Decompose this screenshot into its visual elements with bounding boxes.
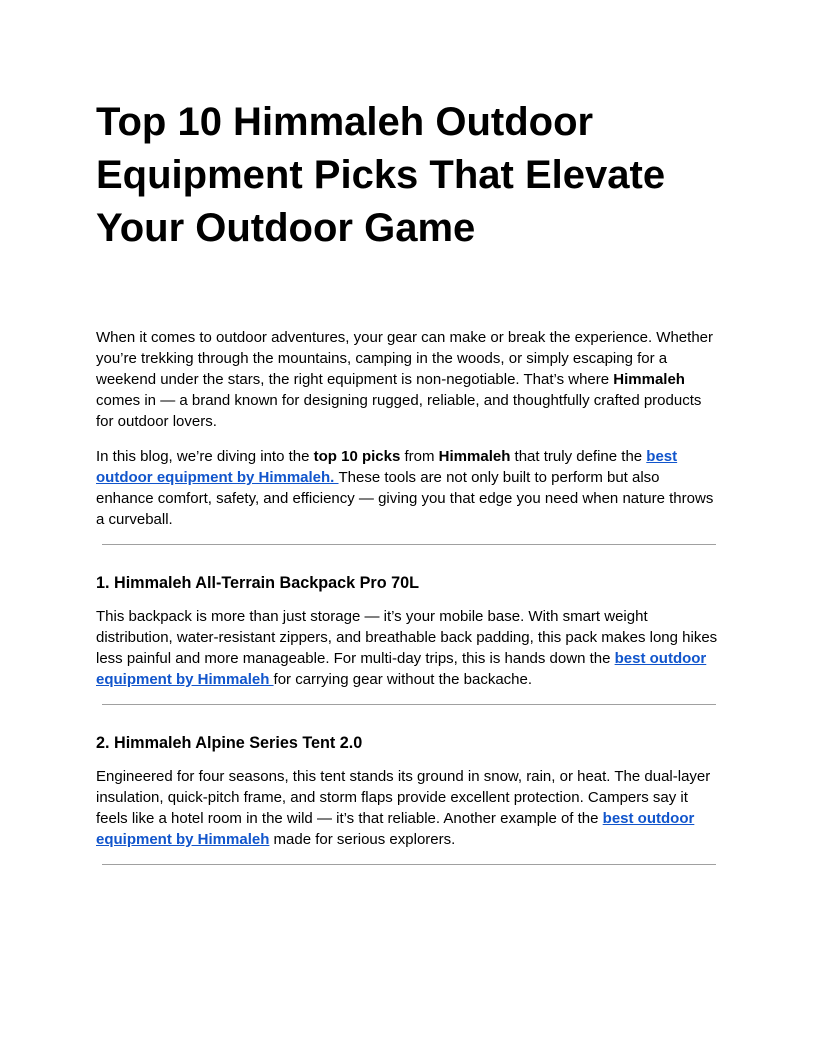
intro-p2-bold-picks: top 10 picks	[313, 448, 401, 465]
section-text-before: This backpack is more than just storage — it’s your mobile base. With smart weight distribution, water-resistant zippers, and breathable back padding, this pack makes long hikes less painful and more manageable. For multi-day trips, this is hands down the	[96, 608, 718, 667]
section-body	[96, 766, 720, 850]
intro-best-equipment-link[interactable]: best outdoor equipment by Himmaleh.	[96, 448, 678, 486]
section-text-after: made for serious explorers.	[269, 831, 456, 848]
section-tent	[96, 733, 720, 850]
intro-p2-text-after: These tools are not only built to perform but also enhance comfort, safety, and efficiency — giving you that edge you need when nature throws a curveball.	[96, 469, 714, 528]
page-title: Top 10 Himmaleh Outdoor Equipment Picks That Elevate Your Outdoor Game	[96, 100, 666, 250]
section-divider	[102, 864, 716, 865]
section-heading: 2. Himmaleh Alpine Series Tent 2.0	[96, 734, 363, 752]
best-equipment-link[interactable]: best outdoor equipment by Himmaleh	[96, 810, 695, 848]
intro-p2-text-mid2: that truly define the	[510, 448, 647, 465]
intro-p1-text-after: comes in — a brand known for designing rugged, reliable, and thoughtfully crafted products for outdoor lovers.	[96, 392, 702, 430]
section-heading: 1. Himmaleh All-Terrain Backpack Pro 70L	[96, 574, 419, 592]
intro-section	[96, 327, 720, 530]
intro-paragraph-2	[96, 446, 720, 530]
section-body	[96, 606, 720, 690]
intro-p2-text-mid: from	[400, 448, 439, 465]
intro-p2-text-before: In this blog, we’re diving into the	[96, 448, 314, 465]
best-equipment-link[interactable]: best outdoor equipment by Himmaleh	[96, 650, 707, 688]
section-text-after: for carrying gear without the backache.	[273, 671, 533, 688]
intro-p1-brand: Himmaleh	[613, 371, 685, 388]
section-backpack	[96, 573, 720, 690]
section-text-before: Engineered for four seasons, this tent stands its ground in snow, rain, or heat. The dual-layer insulation, quick-pitch frame, and storm flaps provide excellent protection. Campers say it feels like a hotel room in the wild — it’s that reliable. Another example of the	[96, 768, 711, 827]
section-divider	[102, 704, 716, 705]
intro-paragraph-1	[96, 327, 720, 432]
intro-p1-text-before: When it comes to outdoor adventures, your gear can make or break the experience. Whether you’re trekking through the mountains, camping in the woods, or simply escaping for a weekend under the stars, the right equipment is non-negotiable. That’s where	[96, 329, 713, 388]
section-divider	[102, 544, 716, 545]
intro-p2-brand: Himmaleh	[438, 448, 511, 465]
